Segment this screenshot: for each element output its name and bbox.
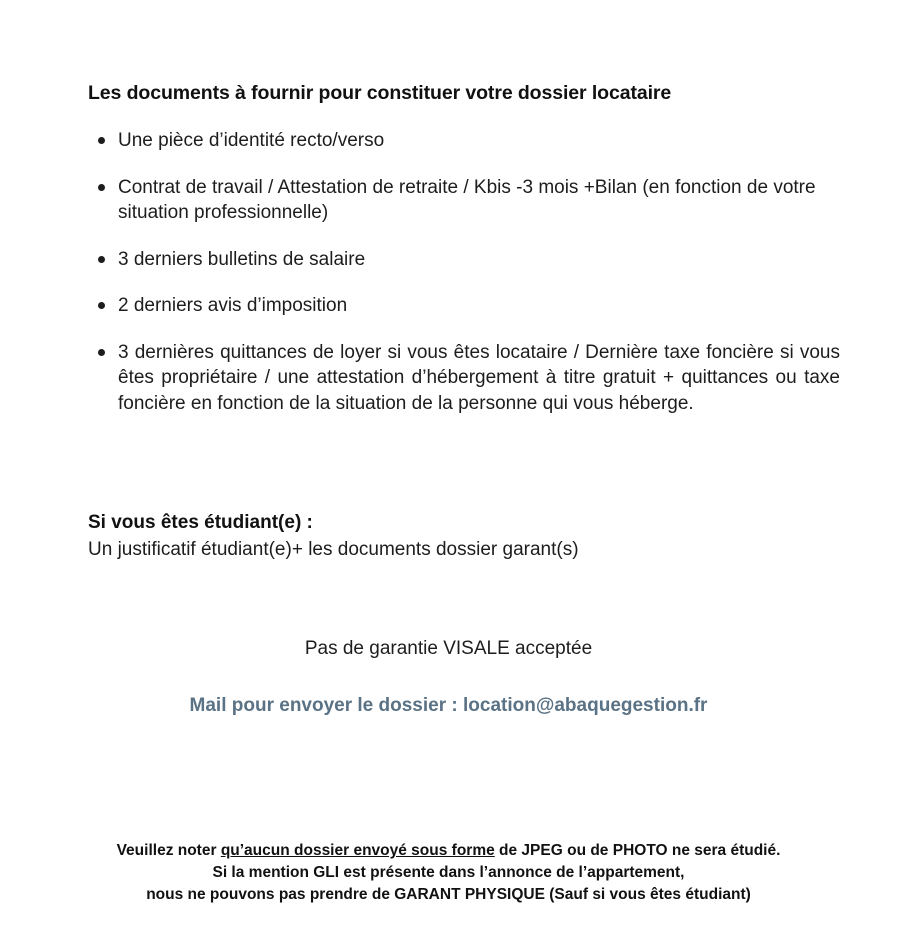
mail-address-link[interactable]: location@abaquegestion.fr [463,695,708,716]
bullet-icon [98,302,105,309]
bullet-icon [98,184,105,191]
list-item [88,128,840,154]
required-documents-list [88,128,840,437]
visale-note: Pas de garantie VISALE acceptée [304,638,593,659]
list-item [88,293,840,319]
student-section [88,512,828,563]
footer-line-2: Si la mention GLI est présente dans l’annonce de l’appartement, [212,864,685,881]
footer-line-1-prefix: Veuillez noter [116,842,221,859]
list-item-text: 3 derniers bulletins de salaire [118,248,366,270]
student-section-title: Si vous êtes étudiant(e) : [88,512,313,533]
list-item-text: 3 dernières quittances de loyer si vous êtes locataire / Dernière taxe foncière si vous êtes propriétaire / une attestation d’hébergement à titre gratuit + quittances ou taxe foncière en fonction de la situation de la personne qui vous héberge. [118,341,840,414]
footer-line-1-underlined: qu’aucun dossier envoyé sous forme [220,842,495,859]
footer-notice [0,840,897,906]
list-item-text: Contrat de travail / Attestation de retraite / Kbis -3 mois +Bilan (en fonction de votre situation professionnelle) [118,176,816,223]
bullet-icon [98,349,105,356]
list-item-text: Une pièce d’identité recto/verso [118,130,385,151]
list-item [88,175,840,226]
footer-line-1-suffix: de JPEG ou de PHOTO ne sera étudié. [494,842,781,859]
mail-line [0,695,897,717]
footer-line-1 [0,840,897,862]
list-item [88,340,840,417]
mail-label: Mail pour envoyer le dossier : [189,695,463,716]
list-item-text: 2 derniers avis d’imposition [118,295,348,316]
list-item [88,247,840,273]
page-title: Les documents à fournir pour constituer votre dossier locataire [88,82,672,104]
student-section-text: Un justificatif étudiant(e)+ les documents dossier garant(s) [88,539,579,560]
bullet-icon [98,256,105,263]
footer-line-3: nous ne pouvons pas prendre de GARANT PHYSIQUE (Sauf si vous êtes étudiant) [146,886,751,903]
bullet-icon [98,137,105,144]
